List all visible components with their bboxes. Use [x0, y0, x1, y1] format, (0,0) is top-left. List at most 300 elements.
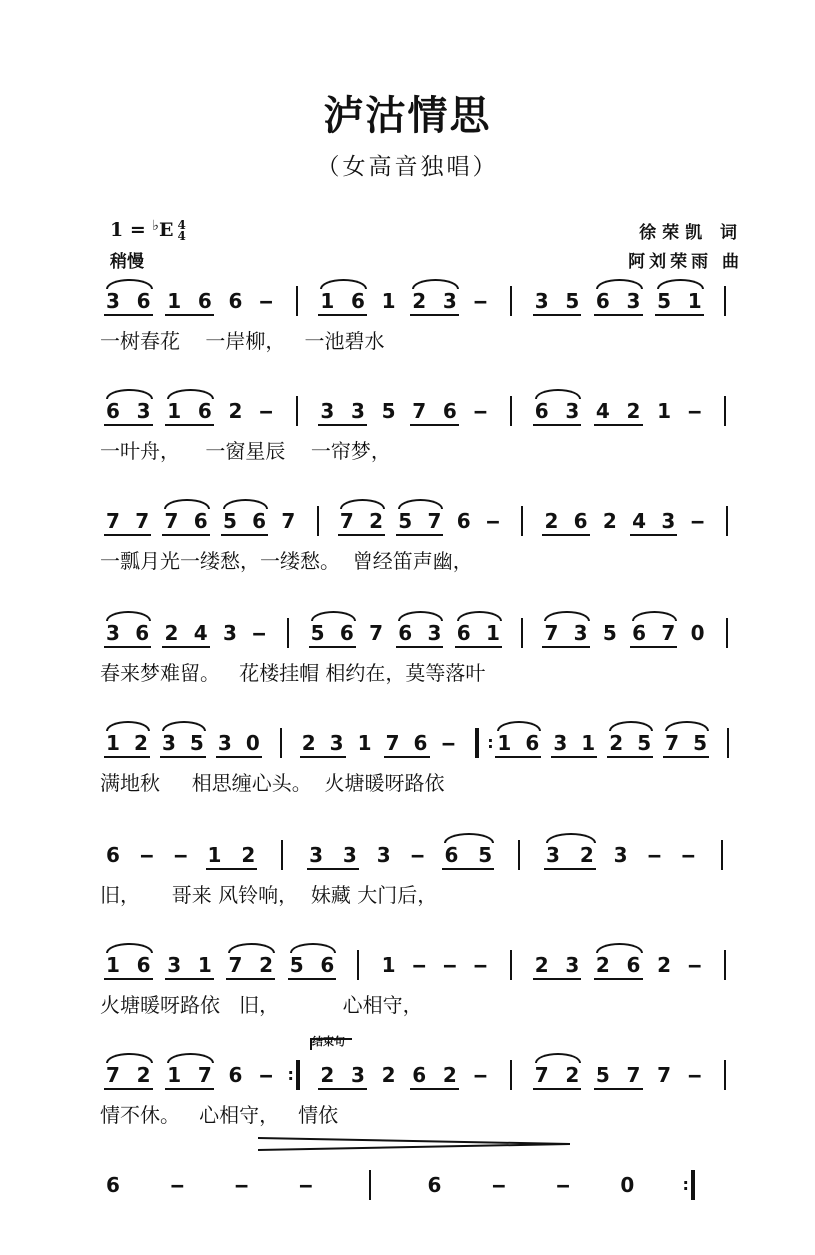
- time-signature-bottom: 4: [177, 229, 186, 243]
- jianpu-notes: [0, 1172, 815, 1202]
- note: 5: [289, 953, 304, 977]
- slur: [162, 721, 206, 731]
- beam-underline: [396, 646, 443, 648]
- note: 6: [427, 1173, 442, 1197]
- beam-underline: [206, 868, 258, 870]
- note: 2: [133, 731, 148, 755]
- jianpu-notes: [0, 398, 815, 428]
- dash-extension: ‒: [556, 1173, 571, 1197]
- dash-extension: ‒: [442, 953, 457, 977]
- note: 2: [164, 621, 179, 645]
- slur: [632, 611, 677, 621]
- beam-underline: [165, 978, 214, 980]
- song-subtitle: （女高音独唱）: [316, 154, 499, 180]
- barline: [726, 506, 728, 536]
- barline: [724, 286, 726, 316]
- song-title: 泸沽情思: [323, 92, 492, 139]
- note: 1: [320, 289, 335, 313]
- note: 1: [167, 399, 182, 423]
- beam-underline: [594, 314, 643, 316]
- slur: [106, 279, 153, 289]
- lyrics-line: 情不休。 心相守， 情依: [100, 1103, 339, 1127]
- dash-extension: ‒: [687, 953, 702, 977]
- lyricist-credit: 徐荣凯 词: [639, 223, 743, 243]
- tempo-marking: 稍慢: [110, 252, 144, 272]
- beam-underline: [338, 534, 385, 536]
- score-row: [0, 1172, 815, 1255]
- slur: [596, 943, 643, 953]
- note: 7: [665, 731, 680, 755]
- note: 1: [106, 953, 120, 977]
- beam-underline: [594, 1088, 643, 1090]
- barline: [475, 728, 479, 758]
- slur: [320, 279, 367, 289]
- beam-underline: [165, 314, 214, 316]
- beam-underline: [533, 424, 582, 426]
- key-prefix: 1 =: [110, 219, 153, 241]
- jianpu-notes: [0, 508, 815, 538]
- note: 7: [385, 731, 400, 755]
- beam-underline: [160, 756, 206, 758]
- slur: [457, 611, 502, 621]
- barline: [369, 1170, 371, 1200]
- dash-extension: ‒: [234, 1173, 249, 1197]
- note: 7: [339, 509, 354, 533]
- dash-extension: ‒: [690, 509, 705, 533]
- repeat-dots: :: [487, 733, 494, 752]
- dash-extension: ‒: [687, 399, 702, 423]
- dash-extension: ‒: [473, 1063, 488, 1087]
- slur: [444, 833, 494, 843]
- note: 6: [534, 399, 549, 423]
- note: 2: [657, 953, 672, 977]
- note: 7: [135, 509, 150, 533]
- barline: [726, 618, 728, 648]
- dash-extension: ‒: [410, 843, 425, 867]
- note: 5: [398, 509, 413, 533]
- jianpu-notes: [0, 288, 815, 318]
- ending-label: 结束句: [312, 1035, 345, 1048]
- flat-sign: ♭: [152, 218, 159, 234]
- beam-underline: [396, 534, 443, 536]
- beam-underline: [455, 646, 502, 648]
- lyrics-line: [100, 1212, 740, 1238]
- note: 3: [136, 399, 151, 423]
- dash-extension: ‒: [441, 731, 456, 755]
- note: 3: [442, 289, 457, 313]
- beam-underline: [442, 868, 494, 870]
- note: 5: [657, 289, 672, 313]
- beam-underline: [309, 646, 356, 648]
- note: 3: [320, 399, 335, 423]
- barline: [296, 396, 298, 426]
- note: 3: [376, 843, 391, 867]
- note: 2: [565, 1063, 580, 1087]
- composer-credit: 阿刘荣雨 曲: [628, 252, 743, 272]
- barline: [510, 1060, 512, 1090]
- note: 5: [693, 731, 708, 755]
- beam-underline: [221, 534, 268, 536]
- note: 4: [632, 509, 647, 533]
- note: 3: [553, 731, 568, 755]
- note: 7: [534, 1063, 549, 1087]
- dash-extension: ‒: [485, 509, 500, 533]
- beam-underline: [104, 534, 151, 536]
- beam-underline: [104, 978, 153, 980]
- slur: [106, 389, 153, 399]
- dash-extension: ‒: [139, 843, 154, 867]
- barline: [280, 728, 282, 758]
- beam-underline: [162, 534, 209, 536]
- dash-extension: ‒: [259, 1063, 274, 1087]
- beam-underline: [663, 756, 709, 758]
- beam-underline: [630, 534, 677, 536]
- note: 6: [456, 509, 471, 533]
- barline: [721, 840, 723, 870]
- note: 7: [544, 621, 559, 645]
- note: 7: [281, 509, 296, 533]
- barline: [296, 1060, 300, 1090]
- note: 7: [164, 509, 179, 533]
- note: 4: [595, 399, 610, 423]
- jianpu-notes: [0, 952, 815, 982]
- note: 3: [613, 843, 628, 867]
- beam-underline: [384, 756, 430, 758]
- note: 3: [309, 843, 323, 867]
- beam-underline: [410, 424, 459, 426]
- note: 1: [106, 731, 120, 755]
- note: 5: [637, 731, 652, 755]
- note: 2: [228, 399, 243, 423]
- note: 7: [228, 953, 243, 977]
- barline: [521, 618, 523, 648]
- slur: [546, 833, 596, 843]
- slur: [596, 279, 643, 289]
- beam-underline: [165, 1088, 214, 1090]
- score-row: [0, 620, 815, 720]
- note: 7: [412, 399, 427, 423]
- note: 6: [228, 289, 243, 313]
- beam-underline: [226, 978, 275, 980]
- note: 6: [398, 621, 413, 645]
- note: 5: [189, 731, 204, 755]
- slur: [535, 1053, 582, 1063]
- note: 2: [241, 843, 256, 867]
- note: 3: [329, 731, 344, 755]
- jianpu-notes: [0, 730, 815, 760]
- note: 6: [413, 731, 428, 755]
- beam-underline: [307, 868, 359, 870]
- beam-underline: [318, 424, 367, 426]
- note: 6: [106, 399, 120, 423]
- note: 7: [106, 1063, 120, 1087]
- beam-underline: [104, 314, 153, 316]
- note: 3: [573, 621, 588, 645]
- note: 7: [369, 621, 383, 645]
- barline: [724, 950, 726, 980]
- score-row: [0, 730, 815, 830]
- decrescendo-hairpin: [258, 1136, 578, 1156]
- beam-underline: [533, 314, 582, 316]
- note: 3: [217, 731, 232, 755]
- note: 1: [197, 953, 212, 977]
- beam-underline: [318, 314, 367, 316]
- note: 6: [106, 1173, 120, 1197]
- note: 1: [167, 1063, 182, 1087]
- dash-extension: ‒: [298, 1173, 313, 1197]
- beam-underline: [594, 424, 643, 426]
- jianpu-notes: [0, 1062, 815, 1092]
- note: 6: [136, 953, 151, 977]
- note: 1: [687, 289, 702, 313]
- beam-underline: [533, 978, 582, 980]
- note: 5: [602, 621, 617, 645]
- beam-underline: [288, 978, 337, 980]
- score-row: [0, 288, 815, 388]
- note: 3: [350, 399, 365, 423]
- beam-underline: [410, 314, 459, 316]
- beam-underline: [104, 756, 150, 758]
- note: 6: [626, 953, 641, 977]
- key-signature: [110, 218, 186, 242]
- note: 2: [369, 509, 383, 533]
- note: 3: [565, 399, 580, 423]
- note: 3: [106, 621, 120, 645]
- beam-underline: [300, 756, 346, 758]
- note: 6: [412, 1063, 427, 1087]
- slur: [535, 389, 582, 399]
- lyrics-line: 一树春花 一岸柳， 一池碧水: [100, 329, 385, 353]
- note: 7: [661, 621, 676, 645]
- note: 6: [595, 289, 610, 313]
- note: 7: [427, 509, 442, 533]
- beam-underline: [165, 424, 214, 426]
- barline: [518, 840, 520, 870]
- note: 6: [252, 509, 267, 533]
- note: 2: [626, 399, 641, 423]
- repeat-dots: :: [682, 1175, 689, 1194]
- barline: [296, 286, 298, 316]
- slur: [167, 389, 214, 399]
- slur: [106, 721, 150, 731]
- beam-underline: [594, 978, 643, 980]
- score-row: [0, 398, 815, 498]
- note: 6: [442, 399, 457, 423]
- note: 2: [609, 731, 624, 755]
- note: 5: [222, 509, 237, 533]
- note: 2: [579, 843, 594, 867]
- barline: [317, 506, 319, 536]
- note: 2: [259, 953, 274, 977]
- note: 7: [657, 1063, 672, 1087]
- note: 7: [106, 509, 120, 533]
- note: 3: [545, 843, 560, 867]
- note: 3: [427, 621, 442, 645]
- note: 1: [485, 621, 500, 645]
- slur: [223, 499, 268, 509]
- note: 6: [197, 289, 212, 313]
- beam-underline: [544, 868, 596, 870]
- dash-extension: ‒: [681, 843, 696, 867]
- dash-extension: ‒: [473, 289, 488, 313]
- note: 3: [565, 953, 580, 977]
- slur: [164, 499, 209, 509]
- barline: [510, 286, 512, 316]
- note: 6: [456, 621, 471, 645]
- dash-extension: ‒: [259, 289, 274, 313]
- note: 3: [661, 509, 676, 533]
- note: 1: [381, 289, 396, 313]
- beam-underline: [542, 646, 589, 648]
- key-note: E: [158, 219, 174, 241]
- beam-underline: [607, 756, 653, 758]
- dash-extension: ‒: [473, 399, 488, 423]
- slur: [290, 943, 337, 953]
- barline: [281, 840, 283, 870]
- slur: [398, 611, 443, 621]
- barline: [287, 618, 289, 648]
- note: 3: [342, 843, 357, 867]
- slur: [106, 1053, 153, 1063]
- note: 0: [690, 621, 705, 645]
- note: 4: [193, 621, 208, 645]
- dash-extension: ‒: [647, 843, 662, 867]
- note: 0: [245, 731, 260, 755]
- beam-underline: [533, 1088, 582, 1090]
- note: 6: [320, 953, 335, 977]
- lyrics-line: 旧， 哥来 风铃响， 妹藏 大门后，: [100, 883, 438, 907]
- dash-extension: ‒: [259, 399, 274, 423]
- repeat-dots: :: [287, 1065, 294, 1084]
- barline: [510, 950, 512, 980]
- note: 6: [193, 509, 208, 533]
- barline: [510, 396, 512, 426]
- note: 2: [602, 509, 617, 533]
- slur: [340, 499, 385, 509]
- barline: [724, 1060, 726, 1090]
- beam-underline: [104, 1088, 153, 1090]
- slur: [398, 499, 443, 509]
- beam-underline: [162, 646, 209, 648]
- note: 2: [136, 1063, 151, 1087]
- lyrics-line: 满地秋 相思缠心头。 火塘暖呀路依: [100, 771, 445, 795]
- note: 3: [534, 289, 549, 313]
- slur: [665, 721, 709, 731]
- note: 2: [442, 1063, 457, 1087]
- dash-extension: ‒: [473, 953, 488, 977]
- beam-underline: [542, 534, 589, 536]
- note: 2: [544, 509, 559, 533]
- note: 6: [573, 509, 588, 533]
- lyrics-line: 一叶舟， 一窗星辰 一帘梦，: [100, 439, 391, 463]
- note: 1: [207, 843, 222, 867]
- slur: [412, 279, 459, 289]
- note: 2: [595, 953, 610, 977]
- note: 6: [339, 621, 354, 645]
- score-row: [0, 508, 815, 608]
- note: 6: [632, 621, 647, 645]
- score-row: [0, 842, 815, 942]
- note: 2: [534, 953, 549, 977]
- beam-underline: [104, 646, 151, 648]
- note: 6: [135, 621, 150, 645]
- note: 2: [412, 289, 427, 313]
- beam-underline: [216, 756, 262, 758]
- beam-underline: [655, 314, 704, 316]
- dash-extension: ‒: [491, 1173, 506, 1197]
- note: 6: [444, 843, 459, 867]
- note: 3: [222, 621, 237, 645]
- time-signature-top: 4: [177, 218, 186, 232]
- note: 1: [357, 731, 372, 755]
- note: 6: [525, 731, 540, 755]
- barline: [357, 950, 359, 980]
- note: 7: [197, 1063, 212, 1087]
- note: 6: [197, 399, 212, 423]
- beam-underline: [551, 756, 597, 758]
- slur: [497, 721, 541, 731]
- score-row: [0, 952, 815, 1052]
- note: 6: [136, 289, 151, 313]
- jianpu-notes: [0, 620, 815, 650]
- jianpu-notes: [0, 842, 815, 872]
- note: 3: [106, 289, 120, 313]
- note: 2: [301, 731, 316, 755]
- dash-extension: ‒: [170, 1173, 185, 1197]
- note: 0: [620, 1173, 635, 1197]
- note: 6: [350, 289, 365, 313]
- note: 5: [595, 1063, 610, 1087]
- note: 1: [167, 289, 182, 313]
- barline: [724, 396, 726, 426]
- note: 3: [161, 731, 176, 755]
- beam-underline: [104, 424, 153, 426]
- note: 1: [657, 399, 672, 423]
- beam-underline: [630, 646, 677, 648]
- beam-underline: [410, 1088, 459, 1090]
- slur: [106, 611, 151, 621]
- note: 1: [581, 731, 596, 755]
- slur: [167, 1053, 214, 1063]
- note: 6: [228, 1063, 243, 1087]
- dash-extension: ‒: [412, 953, 427, 977]
- dash-extension: ‒: [173, 843, 188, 867]
- lyrics-line: 春来梦难留。 花楼挂帽 相约在，莫等落叶: [100, 661, 486, 685]
- note: 2: [320, 1063, 335, 1087]
- note: 1: [381, 953, 396, 977]
- slur: [106, 943, 153, 953]
- slur: [657, 279, 704, 289]
- dash-extension: ‒: [687, 1063, 702, 1087]
- barline: [727, 728, 729, 758]
- note: 5: [381, 399, 396, 423]
- note: 2: [381, 1063, 396, 1087]
- note: 3: [626, 289, 641, 313]
- slur: [609, 721, 653, 731]
- slur: [311, 611, 356, 621]
- time-signature: [177, 220, 185, 242]
- barline: [521, 506, 523, 536]
- lyrics-line: 一瓢月光一缕愁，一缕愁。 曾经笛声幽，: [100, 549, 473, 573]
- note: 3: [167, 953, 182, 977]
- note: 3: [350, 1063, 365, 1087]
- note: 1: [497, 731, 512, 755]
- beam-underline: [495, 756, 541, 758]
- barline: [691, 1170, 695, 1200]
- slur: [228, 943, 275, 953]
- note: 5: [310, 621, 325, 645]
- slur: [544, 611, 589, 621]
